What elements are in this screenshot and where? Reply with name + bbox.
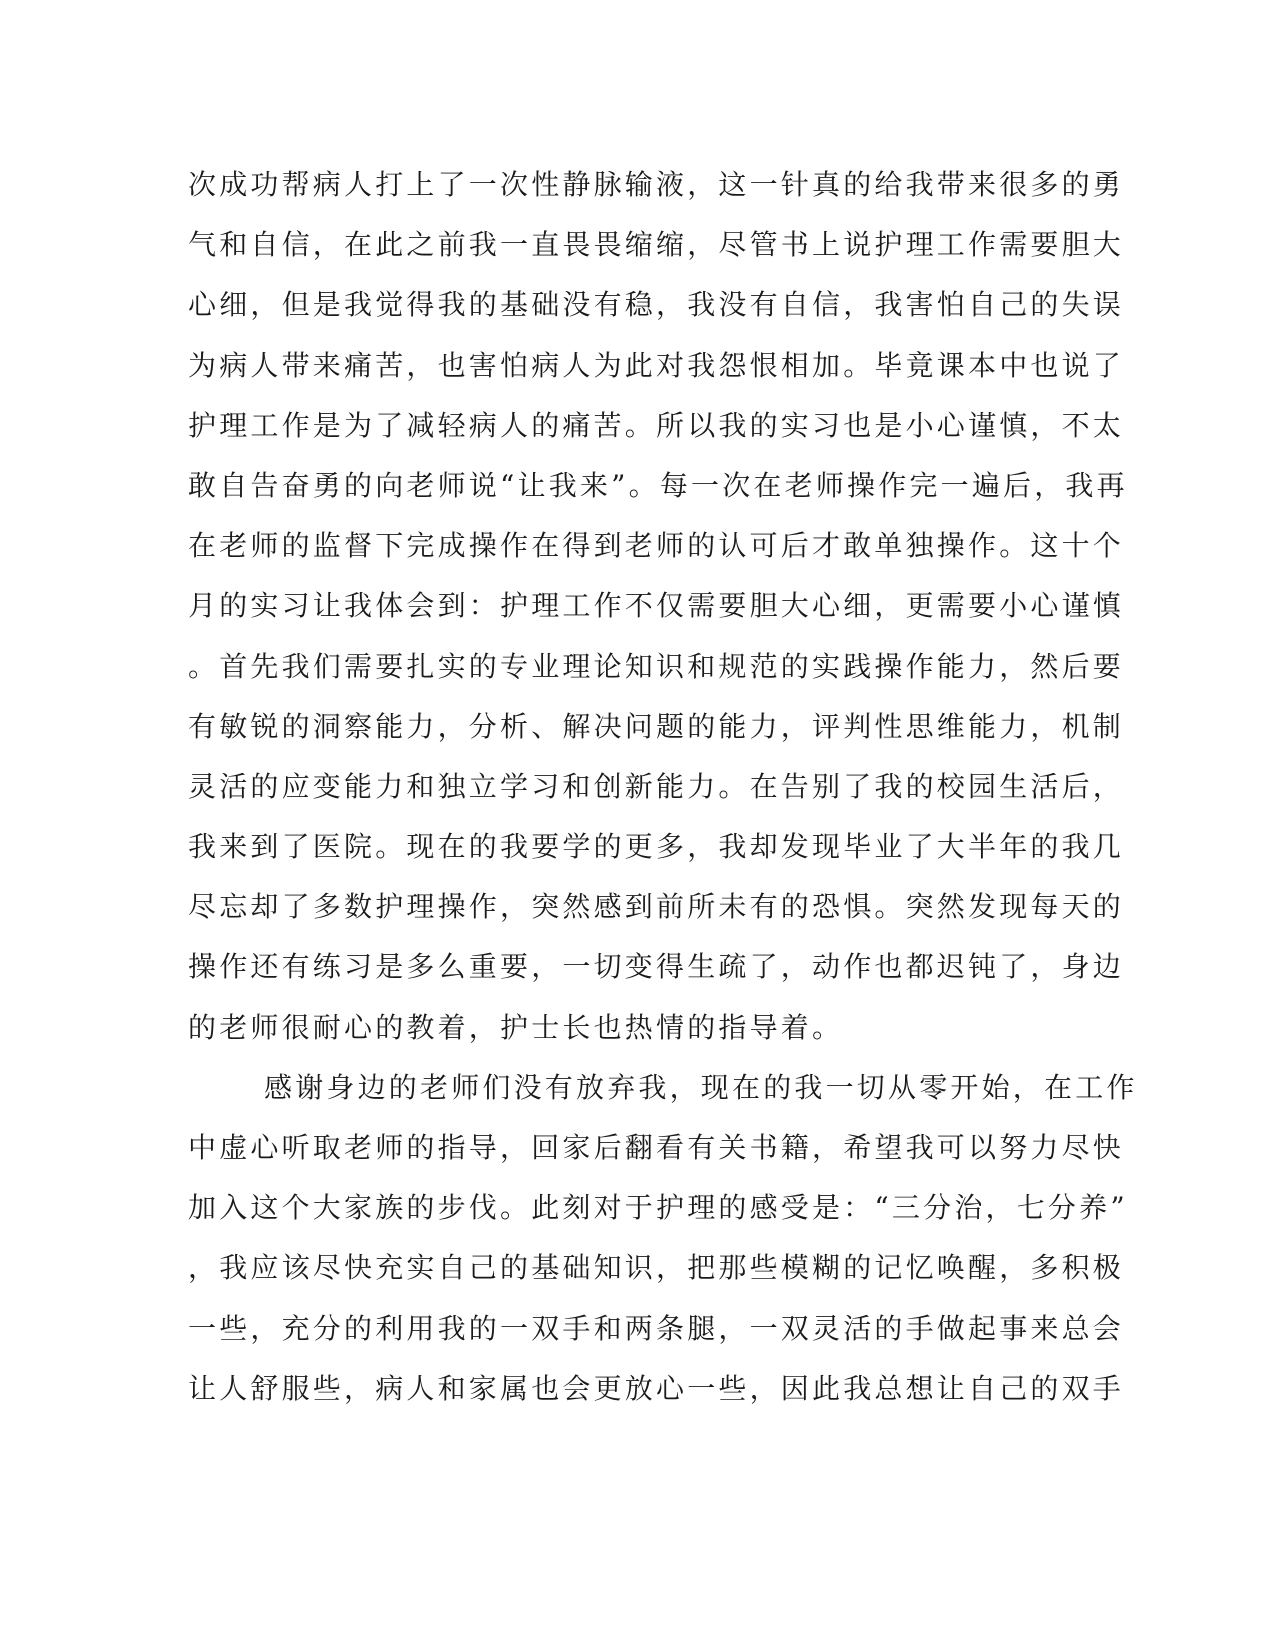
text-line: 气和自信，在此之前我一直畏畏缩缩，尽管书上说护理工作需要胆大	[188, 228, 1125, 262]
paragraph-start-line: 感谢身边的老师们没有放弃我，现在的我一切从零开始，在工作	[264, 1070, 1138, 1104]
text-line: 操作还有练习是多么重要，一切变得生疏了，动作也都迟钝了，身边	[188, 950, 1125, 984]
text-line: 中虚心听取老师的指导，回家后翻看有关书籍，希望我可以努力尽快	[188, 1131, 1125, 1164]
text-line: 加入这个大家族的步伐。此刻对于护理的感受是：“三分治，七分养”	[188, 1191, 1128, 1225]
text-line: 心细，但是我觉得我的基础没有稳，我没有自信，我害怕自己的失误	[188, 288, 1125, 322]
text-line: ，我应该尽快充实自己的基础知识，把那些模糊的记忆唤醒，多积极	[188, 1251, 1125, 1285]
text-line: 一些，充分的利用我的一双手和两条腿，一双灵活的手做起事来总会	[188, 1311, 1125, 1345]
text-line: 有敏锐的洞察能力，分析、解决问题的能力，评判性思维能力，机制	[188, 709, 1125, 743]
text-line: 月的实习让我体会到：护理工作不仅需要胆大心细，更需要小心谨慎	[188, 589, 1125, 623]
body-text	[188, 155, 1138, 1419]
text-line: 的老师很耐心的教着，护士长也热情的指导着。	[188, 1010, 844, 1044]
text-line: 尽忘却了多数护理操作，突然感到前所未有的恐惧。突然发现每天的	[188, 890, 1125, 924]
text-line: 敢自告奋勇的向老师说“让我来”。每一次在老师操作完一遍后，我再	[188, 468, 1128, 502]
text-line: 次成功帮病人打上了一次性静脉输液，这一针真的给我带来很多的勇	[188, 168, 1125, 201]
text-line: 。首先我们需要扎实的专业理论知识和规范的实践操作能力，然后要	[188, 649, 1125, 683]
text-line: 灵活的应变能力和独立学习和创新能力。在告别了我的校园生活后，	[188, 769, 1125, 803]
text-line: 为病人带来痛苦，也害怕病人为此对我怨恨相加。毕竟课本中也说了	[188, 348, 1125, 382]
text-line: 让人舒服些，病人和家属也会更放心一些，因此我总想让自己的双手	[188, 1371, 1125, 1405]
text-line: 我来到了医院。现在的我要学的更多，我却发现毕业了大半年的我几	[188, 830, 1125, 864]
text-line: 在老师的监督下完成操作在得到老师的认可后才敢单独操作。这十个	[188, 529, 1125, 563]
text-line: 护理工作是为了减轻病人的痛苦。所以我的实习也是小心谨慎，不太	[188, 408, 1125, 442]
